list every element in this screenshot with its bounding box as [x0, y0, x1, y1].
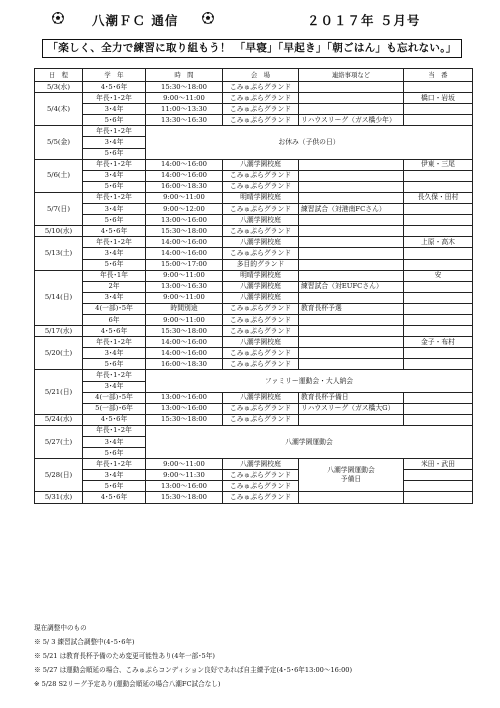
time-cell: 時間別途	[146, 303, 223, 314]
date-cell: 5/31(水)	[35, 492, 83, 503]
table-row	[35, 270, 473, 281]
time-cell: 15:30～18:00	[146, 326, 223, 337]
note-cell: リハウスリーグ（ガス橋大G）	[299, 403, 404, 414]
venue-cell: こみゅぷらグランド	[223, 115, 299, 126]
schedule-body	[35, 82, 473, 504]
note-cell	[299, 226, 404, 237]
venue-cell: こみゅぷらグランド	[223, 248, 299, 259]
note-line: 予備日	[340, 475, 362, 484]
grade-cell: 4(一部)･5年	[83, 392, 146, 403]
venue-cell: こみゅぷらグランド	[223, 82, 299, 93]
grade-cell: 3･4年	[83, 248, 146, 259]
duty-cell	[404, 170, 473, 181]
note-item: ※ 5/28 S2リーグ予定あり(運動会順延の場合八潮FC試合なし)	[34, 680, 221, 689]
venue-cell: 八潮学園校庭	[223, 337, 299, 348]
note-cell	[299, 492, 404, 503]
grade-cell: 年長･1年	[83, 270, 146, 281]
grade-cell: 5･6年	[83, 115, 146, 126]
table-row	[35, 303, 473, 314]
note-item: ※ 5/27 は運動会順延の場合、こみゅぷらコンディション良好であれば自主練予定(4･5･6年13:00～16:00)	[34, 666, 353, 675]
grade-cell: 年長･1･2年	[83, 370, 146, 381]
table-row	[35, 403, 473, 414]
table-row	[35, 337, 473, 348]
venue-cell: こみゅぷらグランド	[223, 204, 299, 215]
time-cell: 11:00～13:30	[146, 104, 223, 115]
grade-cell: 6年	[83, 314, 146, 325]
newsletter-issue: ２０１７年 ５月号	[307, 13, 421, 28]
duty-cell	[404, 492, 473, 503]
grade-cell: 4(一部)･5年	[83, 303, 146, 314]
soccer-ball-icon	[52, 12, 64, 24]
time-cell: 9:00～11:00	[146, 459, 223, 470]
grade-cell: 年長･1･2年	[83, 337, 146, 348]
header-duty: 当 番	[404, 69, 473, 82]
duty-cell	[404, 481, 473, 492]
date-cell: 5/7(日)	[35, 192, 83, 225]
table-row	[35, 392, 473, 403]
date-cell: 5/17(水)	[35, 326, 83, 337]
note-item: ※ 5/21 は教育長杯予備のため変更可能性あり(4年一部･5年)	[34, 652, 215, 661]
note-cell	[299, 215, 404, 226]
grade-cell: 年長･1･2年	[83, 459, 146, 470]
newsletter-title	[52, 6, 452, 30]
time-cell: 9:00～11:30	[146, 470, 223, 481]
slogan-box: 「楽しく、全力で練習に取り組もう！ 「早寝」「早起き」「朝ごはん」も忘れない。」	[42, 39, 462, 58]
time-cell: 15:30～18:00	[146, 82, 223, 93]
grade-cell: 4･5･6年	[83, 326, 146, 337]
venue-cell: 明晴学園校庭	[223, 192, 299, 203]
venue-cell: こみゅぷらグランド	[223, 326, 299, 337]
grade-cell: 3･4年	[83, 348, 146, 359]
table-row	[35, 126, 473, 137]
duty-cell	[404, 281, 473, 292]
table-row	[35, 470, 473, 481]
note-cell	[299, 348, 404, 359]
date-cell: 5/4(木)	[35, 93, 83, 126]
grade-cell: 年長･1･2年	[83, 237, 146, 248]
time-cell: 15:30～18:00	[146, 414, 223, 425]
time-cell: 9:00～11:00	[146, 314, 223, 325]
duty-cell: 橋口・岩坂	[404, 93, 473, 104]
note-cell	[299, 181, 404, 192]
grade-cell: 年長･1･2年	[83, 425, 146, 436]
event-cell: ファミリー運動会・大人納会	[146, 370, 473, 392]
venue-cell: こみゅぷらグランド	[223, 359, 299, 370]
table-row	[35, 414, 473, 425]
duty-cell: 伊東・三尾	[404, 159, 473, 170]
grade-cell: 3･4年	[83, 470, 146, 481]
event-cell: 八潮学園運動会	[146, 425, 473, 458]
grade-cell: 年長･1･2年	[83, 93, 146, 104]
date-cell: 5/27(土)	[35, 425, 83, 458]
time-cell: 15:00～17:00	[146, 259, 223, 270]
time-cell: 16:00～18:30	[146, 359, 223, 370]
duty-cell	[404, 204, 473, 215]
note-cell	[299, 248, 404, 259]
time-cell: 14:00～16:00	[146, 337, 223, 348]
time-cell: 13:00～16:00	[146, 215, 223, 226]
table-row	[35, 459, 473, 470]
grade-cell: 5･6年	[83, 215, 146, 226]
date-cell: 5/28(日)	[35, 459, 83, 492]
duty-cell	[404, 470, 473, 481]
note-cell: 教育長杯予備日	[299, 392, 404, 403]
duty-cell	[404, 215, 473, 226]
time-cell: 16:00～18:30	[146, 181, 223, 192]
time-cell: 14:00～16:00	[146, 170, 223, 181]
note-cell: 練習試合（対港南FCさん）	[299, 204, 404, 215]
table-row	[35, 170, 473, 181]
duty-cell	[404, 392, 473, 403]
venue-cell: こみゅぷらグランド	[223, 303, 299, 314]
date-cell: 5/5(金)	[35, 126, 83, 159]
grade-cell: 4･5･6年	[83, 414, 146, 425]
date-cell: 5/10(水)	[35, 226, 83, 237]
duty-cell	[404, 82, 473, 93]
note-cell	[299, 104, 404, 115]
venue-cell: こみゅぷらグランド	[223, 170, 299, 181]
note-cell: 教育長杯予選	[299, 303, 404, 314]
duty-cell	[404, 226, 473, 237]
duty-cell	[404, 359, 473, 370]
time-cell: 13:00～16:30	[146, 281, 223, 292]
time-cell: 9:00～11:00	[146, 93, 223, 104]
venue-cell: こみゅぷらグランド	[223, 348, 299, 359]
time-cell: 9:00～11:00	[146, 292, 223, 303]
note-cell	[299, 170, 404, 181]
grade-cell: 3･4年	[83, 292, 146, 303]
duty-cell	[404, 292, 473, 303]
duty-cell: 長久保・田村	[404, 192, 473, 203]
note-line: 八潮学園運動会	[327, 466, 375, 475]
duty-cell: 安	[404, 270, 473, 281]
note-cell	[299, 270, 404, 281]
duty-cell	[404, 326, 473, 337]
table-row	[35, 115, 473, 126]
grade-cell: 年長･1･2年	[83, 126, 146, 137]
table-row	[35, 192, 473, 203]
duty-cell	[404, 303, 473, 314]
time-cell: 14:00～16:00	[146, 237, 223, 248]
venue-cell: 八潮学園校庭	[223, 292, 299, 303]
note-cell	[299, 292, 404, 303]
time-cell: 15:30～18:00	[146, 492, 223, 503]
note-cell: リハウスリーグ（ガス橋少年）	[299, 115, 404, 126]
table-row	[35, 326, 473, 337]
grade-cell: 年長･1･2年	[83, 192, 146, 203]
duty-cell	[404, 115, 473, 126]
grade-cell: 5･6年	[83, 259, 146, 270]
venue-cell: こみゅぷらグランド	[223, 314, 299, 325]
notes-heading: 現在調整中のもの	[34, 624, 87, 632]
time-cell: 14:00～16:00	[146, 348, 223, 359]
table-row	[35, 248, 473, 259]
note-cell	[299, 93, 404, 104]
grade-cell: 5･6年	[83, 148, 146, 159]
note-cell	[299, 414, 404, 425]
grade-cell: 5･6年	[83, 181, 146, 192]
time-cell: 15:30～18:00	[146, 226, 223, 237]
header-date: 日 程	[35, 69, 83, 82]
note-cell: 練習試合（対EUFCさん）	[299, 281, 404, 292]
duty-cell	[404, 403, 473, 414]
header-grade: 学 年	[83, 69, 146, 82]
table-row	[35, 492, 473, 503]
table-row	[35, 226, 473, 237]
duty-cell	[404, 348, 473, 359]
table-row	[35, 104, 473, 115]
time-cell: 13:00～16:00	[146, 403, 223, 414]
grade-cell: 3･4年	[83, 437, 146, 448]
table-row	[35, 237, 473, 248]
event-cell: お休み（子供の日）	[146, 126, 473, 159]
newsletter-name: 八潮ＦＣ 通信	[92, 13, 179, 28]
venue-cell: こみゅぷらグランド	[223, 181, 299, 192]
venue-cell: 多目的グランド	[223, 259, 299, 270]
schedule-table	[34, 68, 473, 504]
grade-cell: 3･4年	[83, 104, 146, 115]
grade-cell: 2年	[83, 281, 146, 292]
duty-cell	[404, 248, 473, 259]
table-row	[35, 481, 473, 492]
duty-cell	[404, 259, 473, 270]
notes-section	[34, 621, 474, 691]
grade-cell: 3･4年	[83, 381, 146, 392]
header-venue: 会 場	[223, 69, 299, 82]
grade-cell: 5･6年	[83, 448, 146, 459]
date-cell: 5/13(土)	[35, 237, 83, 270]
table-header-row	[35, 69, 473, 82]
table-row	[35, 181, 473, 192]
venue-cell: 八潮学園校庭	[223, 459, 299, 470]
note-cell	[299, 459, 404, 492]
table-row	[35, 215, 473, 226]
venue-cell: こみゅぷらグランド	[223, 470, 299, 481]
time-cell: 14:00～16:00	[146, 248, 223, 259]
grade-cell: 5(一部)･6年	[83, 403, 146, 414]
date-cell: 5/21(日)	[35, 370, 83, 414]
venue-cell: 八潮学園校庭	[223, 159, 299, 170]
table-row	[35, 159, 473, 170]
grade-cell: 4･5･6年	[83, 226, 146, 237]
grade-cell: 3･4年	[83, 137, 146, 148]
venue-cell: 八潮学園校庭	[223, 215, 299, 226]
table-row	[35, 82, 473, 93]
header-notes: 連絡事項など	[299, 69, 404, 82]
table-row	[35, 93, 473, 104]
note-cell	[299, 326, 404, 337]
note-item: ※ 5/ 3 練習試合調整中(4･5･6年)	[34, 638, 135, 647]
time-cell: 13:00～16:00	[146, 392, 223, 403]
header-time: 時 間	[146, 69, 223, 82]
duty-cell	[404, 314, 473, 325]
table-row	[35, 370, 473, 381]
time-cell: 9:00～11:00	[146, 192, 223, 203]
venue-cell: こみゅぷらグランド	[223, 403, 299, 414]
date-cell: 5/24(水)	[35, 414, 83, 425]
duty-cell: 上原・高木	[404, 237, 473, 248]
time-cell: 13:00～16:00	[146, 481, 223, 492]
note-cell	[299, 359, 404, 370]
grade-cell: 4･5･6年	[83, 492, 146, 503]
note-cell	[299, 259, 404, 270]
date-cell: 5/20(土)	[35, 337, 83, 370]
table-row	[35, 314, 473, 325]
time-cell: 14:00～16:00	[146, 159, 223, 170]
date-cell: 5/6(土)	[35, 159, 83, 192]
time-cell: 13:30～16:30	[146, 115, 223, 126]
time-cell: 9:00～11:00	[146, 270, 223, 281]
duty-cell	[404, 104, 473, 115]
venue-cell: 八潮学園校庭	[223, 237, 299, 248]
table-row	[35, 204, 473, 215]
note-cell	[299, 314, 404, 325]
table-row	[35, 259, 473, 270]
table-row	[35, 292, 473, 303]
table-row	[35, 281, 473, 292]
venue-cell: こみゅぷらグランド	[223, 104, 299, 115]
grade-cell: 3･4年	[83, 170, 146, 181]
grade-cell: 5･6年	[83, 481, 146, 492]
venue-cell: 八潮学園校庭	[223, 392, 299, 403]
table-row	[35, 425, 473, 436]
duty-cell: 金子・布村	[404, 337, 473, 348]
venue-cell: 明晴学園校庭	[223, 270, 299, 281]
venue-cell: こみゅぷらグランド	[223, 93, 299, 104]
duty-cell: 米田・武田	[404, 459, 473, 470]
table-row	[35, 359, 473, 370]
date-cell: 5/14(日)	[35, 270, 83, 325]
venue-cell: 八潮学園校庭	[223, 281, 299, 292]
grade-cell: 4･5･6年	[83, 82, 146, 93]
note-cell	[299, 337, 404, 348]
venue-cell: こみゅぷらグランド	[223, 492, 299, 503]
note-cell	[299, 192, 404, 203]
date-cell: 5/3(水)	[35, 82, 83, 93]
note-cell	[299, 159, 404, 170]
table-row	[35, 348, 473, 359]
soccer-ball-icon	[202, 12, 214, 24]
grade-cell: 年長･1･2年	[83, 159, 146, 170]
grade-cell: 5･6年	[83, 359, 146, 370]
venue-cell: こみゅぷらグランド	[223, 481, 299, 492]
time-cell: 9:00～12:00	[146, 204, 223, 215]
venue-cell: こみゅぷらグランド	[223, 226, 299, 237]
venue-cell: こみゅぷらグランド	[223, 414, 299, 425]
note-cell	[299, 82, 404, 93]
duty-cell	[404, 414, 473, 425]
note-cell	[299, 237, 404, 248]
grade-cell: 3･4年	[83, 204, 146, 215]
duty-cell	[404, 181, 473, 192]
